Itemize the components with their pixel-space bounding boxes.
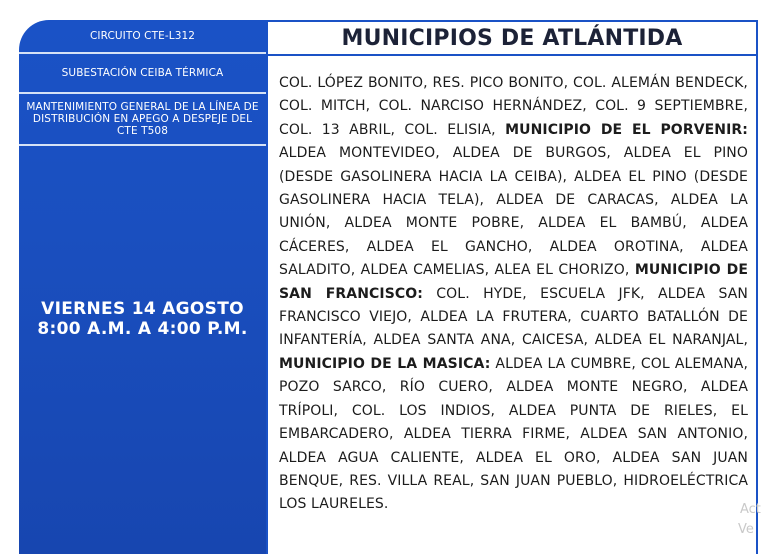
page-title: MUNICIPIOS DE ATLÁNTIDA bbox=[268, 22, 756, 56]
activation-watermark-line1: Act bbox=[740, 502, 761, 517]
schedule-block bbox=[19, 299, 266, 339]
schedule-date: VIERNES 14 AGOSTO bbox=[41, 299, 244, 319]
municipalities-panel bbox=[266, 20, 758, 554]
municipality-heading-la-masica: MUNICIPIO DE LA MASICA: bbox=[279, 355, 491, 372]
substation-label: SUBESTACIÓN CEIBA TÉRMICA bbox=[19, 54, 266, 94]
schedule-panel bbox=[19, 20, 266, 554]
maintenance-description: MANTENIMIENTO GENERAL DE LA LÍNEA DE DISTRIBUCIÓN EN APEGO A DESPEJE DEL CTE T508 bbox=[19, 94, 266, 146]
circuit-label: CIRCUITO CTE-L312 bbox=[19, 20, 266, 54]
activation-watermark-line2: Ve bbox=[738, 522, 754, 537]
areas-segment: COL. LÓPEZ BONITO, RES. PICO BONITO, COL. ALEMÁN BENDECK, COL. MITCH, COL. NARCISO HERNÁNDEZ, COL. 9 SEPTIEMBRE, COL. 13 ABRIL, COL. ELISIA, bbox=[279, 75, 748, 138]
areas-segment: COL. HYDE, ESCUELA JFK, ALDEA SAN FRANCISCO VIEJO, ALDEA LA FRUTERA, CUARTO BATALLÓN DE INFANTERÍA, ALDEA SANTA ANA, CAICESA, ALDEA EL NARANJAL, bbox=[279, 285, 748, 349]
areas-segment: ALDEA MONTEVIDEO, ALDEA DE BURGOS, ALDEA EL PINO (DESDE GASOLINERA HACIA LA CEIBA), ALDEA EL PINO (DESDE GASOLINERA HACIA TELA), ALDEA DE CARACAS, ALDEA LA UNIÓN, ALDEA MONTE POBRE, ALDEA EL BAMBÚ, ALDEA CÁCERES, ALDEA EL GANCHO, ALDEA OROTINA, ALDEA SALADITO, ALDEA CAMELIAS, ALEA EL CHORIZO, bbox=[279, 145, 748, 279]
municipality-heading-el-porvenir: MUNICIPIO DE EL PORVENIR: bbox=[505, 121, 748, 138]
affected-areas-text bbox=[279, 72, 748, 517]
schedule-time: 8:00 A.M. A 4:00 P.M. bbox=[37, 319, 248, 339]
municipality-heading-san-francisco: MUNICIPIO DE SAN FRANCISCO: bbox=[279, 262, 748, 302]
areas-segment: ALDEA LA CUMBRE, COL ALEMANA, POZO SARCO, RÍO CUERO, ALDEA MONTE NEGRO, ALDEA TRÍPOLI, COL. LOS INDIOS, ALDEA PUNTA DE RIELES, EL EMBARCADERO, ALDEA TIERRA FIRME, ALDEA SAN ANTONIO, ALDEA AGUA CALIENTE, ALDEA EL ORO, ALDEA SAN JUAN BENQUE, RES. VILLA REAL, SAN JUAN PUEBLO, HIDROELÉCTRICA LOS LAURELES. bbox=[279, 355, 749, 513]
